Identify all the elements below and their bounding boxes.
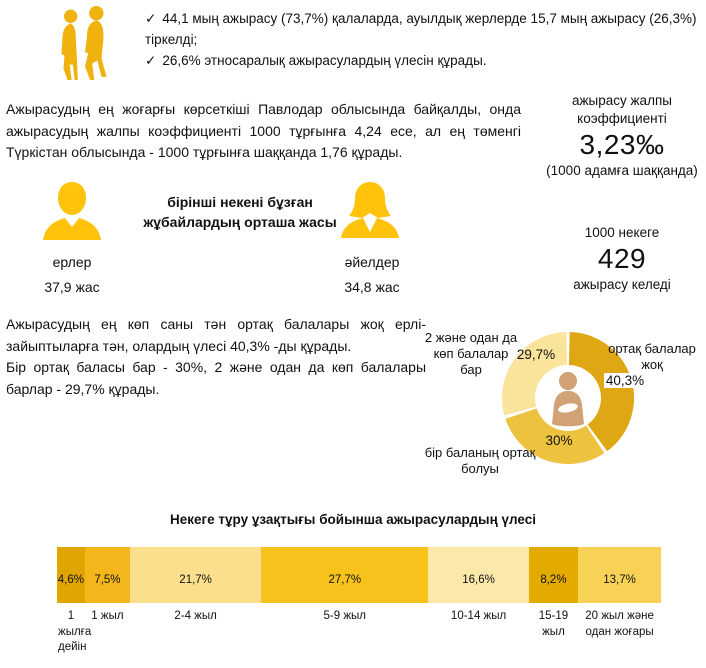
bar-segment — [261, 547, 428, 603]
bar-category-label: 15-19 жыл — [538, 610, 569, 638]
coefficient-note: (1000 адамға шаққанда) — [546, 163, 698, 178]
donut-label-two-or-more: 2 және одан да көп балалар бар — [424, 330, 518, 377]
duration-axis — [57, 609, 661, 656]
man-icon — [40, 182, 104, 240]
bar-category-label: 20 жыл және одан жоғары — [585, 610, 654, 638]
bar-category-label: 5-9 жыл — [323, 610, 367, 622]
donut-value-no-children-text: 40,3% — [605, 373, 645, 388]
children-paragraph-text1: Ажырасудың ең көп саны тән ортақ балалары жоқ ерлі-зайыптыларға тән, олардың үлесі 40,3% -ды құрады. — [6, 316, 426, 354]
checkmark-icon: ✓ — [145, 53, 157, 68]
bar-category-label: 1 жыл — [91, 610, 124, 622]
couple-icon — [50, 5, 118, 81]
duration-chart-title: Некеге тұру ұзақтығы бойынша ажырасулардың үлесі — [170, 512, 536, 527]
bar-segment-value: 8,2% — [540, 573, 567, 586]
per-1000-line1: 1000 некеге — [584, 225, 660, 240]
bar-category-label: 10-14 жыл — [450, 610, 507, 622]
bar-segment-value: 7,5% — [94, 573, 121, 586]
children-paragraph — [6, 314, 426, 400]
women-value: 34,8 жас — [344, 279, 400, 295]
donut-label-no-children: ортақ балалар жоқ — [608, 341, 696, 372]
woman-icon — [336, 180, 404, 238]
coefficient-stat — [538, 92, 706, 180]
duration-bar — [57, 547, 661, 603]
per-1000-line2: ажырасу келеді — [573, 277, 671, 292]
bar-segment — [57, 547, 85, 603]
donut-value-one-child: 30% — [545, 433, 573, 448]
key-fact-text: 44,1 мың ажырасу (73,7%) қалаларда, ауылдық жерлерде 15,7 мың ажырасу (26,3%) тіркелді; — [145, 11, 697, 47]
bar-segment — [529, 547, 579, 603]
bar-segment — [578, 547, 661, 603]
coefficient-title-line2: коэффициенті — [577, 111, 667, 126]
coefficient-value: 3,23‰ — [579, 129, 665, 160]
men-value: 37,9 жас — [44, 279, 100, 295]
children-paragraph-text2: Бір ортақ баласы бар - 30%, 2 және одан да көп балалары барлар - 29,7% құрады. — [6, 359, 426, 397]
bar-segment-value: 4,6% — [57, 573, 84, 586]
bar-segment-value: 27,7% — [328, 573, 362, 586]
bar-category-label: 2-4 жыл — [174, 610, 217, 622]
bar-segment-value: 16,6% — [462, 573, 495, 586]
parent-with-child-icon — [552, 372, 584, 426]
men-label: ерлер — [52, 254, 92, 270]
bar-segment-value: 21,7% — [179, 573, 212, 586]
bar-segment-value: 13,7% — [603, 573, 636, 586]
donut-value-no-children — [594, 373, 656, 389]
key-fact-item — [145, 50, 703, 71]
regions-paragraph — [6, 99, 521, 164]
donut-value-two-or-more: 29,7% — [516, 347, 556, 362]
key-facts-list — [145, 8, 703, 71]
checkmark-icon: ✓ — [145, 11, 157, 26]
key-fact-text: 26,6% этносаралық ажырасулардың үлесін құрады. — [162, 53, 487, 68]
donut-label-one-child: бір баланың ортақ болуы — [424, 445, 536, 476]
bar-segment — [428, 547, 528, 603]
regions-paragraph-text: Ажырасудың ең жоғарғы көрсеткіші Павлодар облысында байқалды, онда ажырасудың жалпы коэффициенті 1000 тұрғынға 4,24 есе, ал ең төменгі Түркістан облысында - 1000 тұрғынға шаққанда 1,76 құрады. — [6, 101, 521, 160]
women-label: әйелдер — [344, 254, 400, 270]
per-1000-stat — [538, 224, 706, 294]
per-1000-value: 429 — [597, 243, 647, 274]
bar-category-label: 1 жылға дейін — [58, 610, 92, 653]
bar-segment — [130, 547, 261, 603]
coefficient-title-line1: ажырасу жалпы — [572, 93, 672, 108]
key-fact-item — [145, 8, 703, 50]
bar-segment — [85, 547, 130, 603]
ages-heading: бірінші некені бұзған жұбайлардың орташа жасы — [143, 194, 337, 230]
